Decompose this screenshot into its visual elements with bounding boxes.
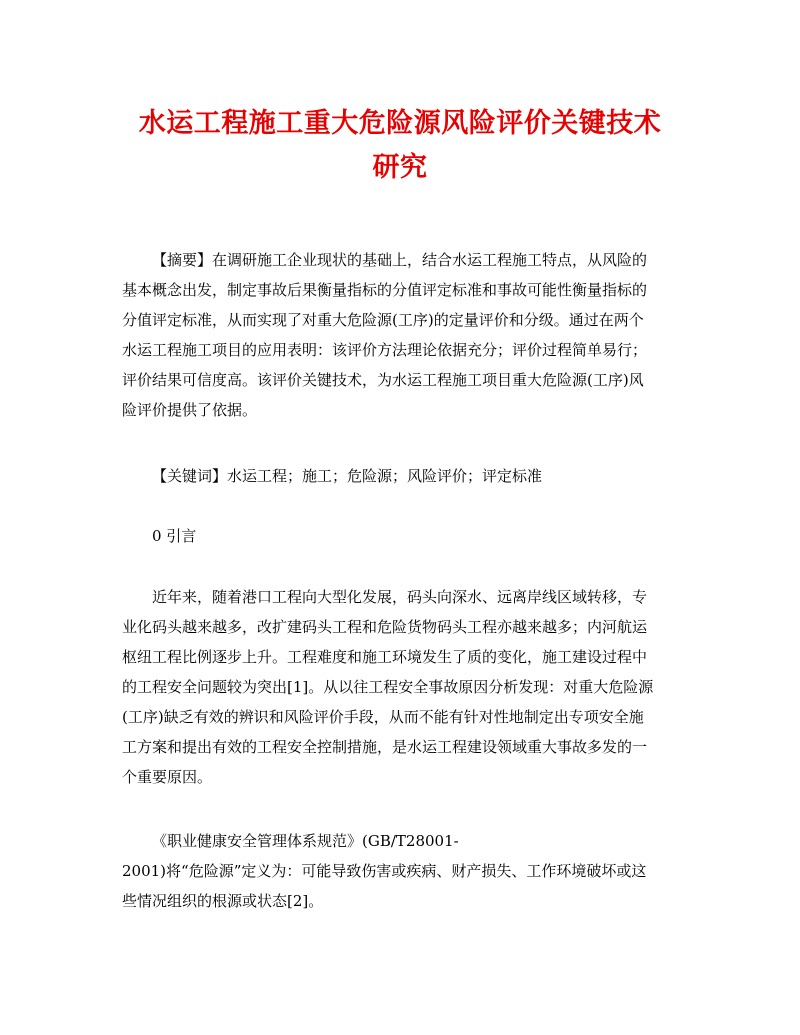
paragraph-line: 近年来，随着港口工程向大型化发展，码头向深水、远离岸线区域转移，专	[152, 588, 648, 606]
paragraph-line: 的工程安全问题较为突出[1]。从以往工程安全事故原因分析发现：对重大危险源	[122, 678, 654, 696]
abstract-line: 基本概念出发，制定事故后果衡量指标的分值评定标准和事故可能性衡量指标的	[122, 281, 648, 299]
keywords-paragraph	[122, 461, 682, 491]
paragraph-line: 业化码头越来越多，改扩建码头工程和危险货物码头工程亦越来越多；内河航运	[122, 618, 648, 636]
title-line-1: 水运工程施工重大危险源风险评价关键技术	[138, 108, 662, 139]
abstract-line: 险评价提供了依据。	[122, 401, 258, 419]
keywords-text: 【关键词】水运工程；施工；危险源；风险评价；评定标准	[152, 467, 543, 485]
section-heading-text: 0 引言	[152, 527, 197, 545]
abstract-line: 【摘要】在调研施工企业现状的基础上，结合水运工程施工特点，从风险的	[152, 251, 648, 269]
paragraph-line: 《职业健康安全管理体系规范》(GB/T28001-	[152, 832, 459, 850]
intro-paragraph-1	[122, 582, 682, 792]
section-heading	[122, 521, 682, 551]
abstract-line: 分值评定标准，从而实现了对重大危险源(工序)的定量评价和分级。通过在两个	[122, 311, 644, 329]
intro-paragraph-2	[122, 826, 682, 916]
title-line-2: 研究	[372, 152, 428, 183]
abstract-line: 评价结果可信度高。该评价关键技术，为水运工程施工项目重大危险源(工序)风	[122, 371, 644, 389]
abstract-line: 水运工程施工项目的应用表明：该评价方法理论依据充分；评价过程简单易行；	[122, 341, 648, 359]
paragraph-line: 2001)将“危险源”定义为：可能导致伤害或疾病、财产损失、工作环境破坏或这	[122, 862, 647, 880]
paragraph-line: 工方案和提出有效的工程安全控制措施，是水运工程建设领域重大事故多发的一	[122, 738, 648, 756]
paragraph-line: 些情况组织的根源或状态[2]。	[122, 892, 324, 910]
document-title	[110, 102, 690, 190]
paragraph-line: 个重要原因。	[122, 768, 213, 786]
paragraph-line: (工序)缺乏有效的辨识和风险评价手段，从而不能有针对性地制定出专项安全施	[122, 708, 644, 726]
paragraph-line: 枢纽工程比例逐步上升。工程难度和施工环境发生了质的变化，施工建设过程中	[122, 648, 648, 666]
abstract-paragraph	[122, 245, 682, 425]
